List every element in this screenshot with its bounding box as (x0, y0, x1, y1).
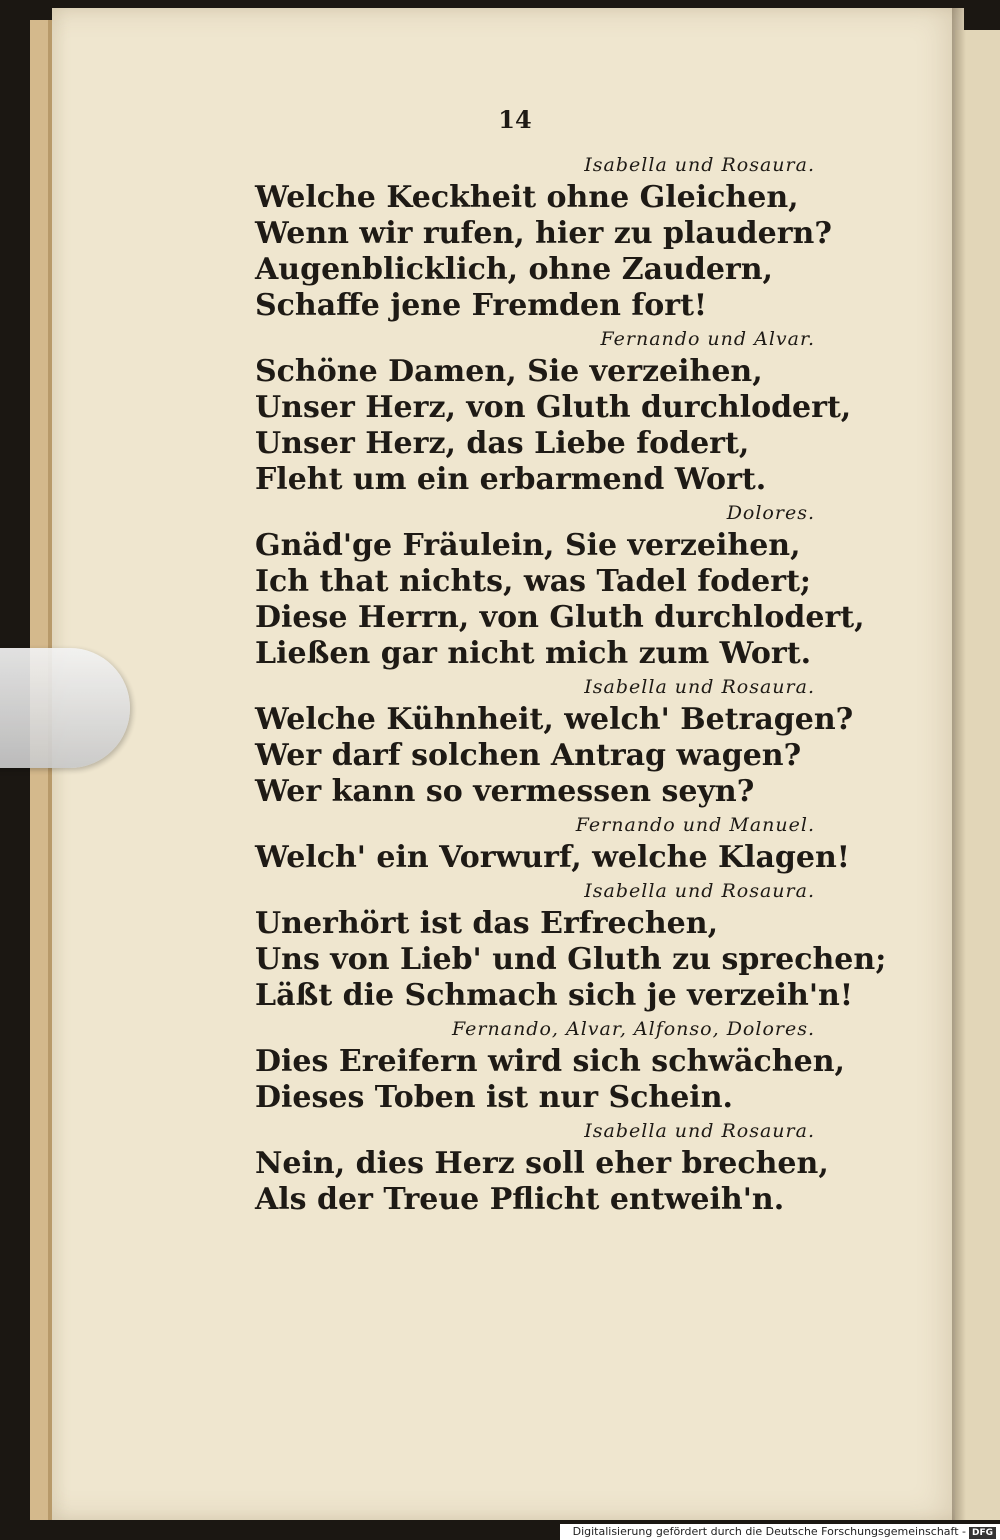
footer-text: Digitalisierung gefördert durch die Deutsche Forschungsgemeinschaft - (572, 1525, 966, 1538)
page-number: 14 (498, 105, 532, 134)
digitization-footer (560, 1524, 1000, 1540)
verse-list (255, 150, 887, 1218)
verse-line: Welche Keckheit ohne Gleichen, (255, 180, 799, 215)
verse-line: Uns von Lieb' und Gluth zu sprechen; (255, 942, 887, 977)
verse-line: Welch' ein Vorwurf, welche Klagen! (255, 840, 850, 875)
verse-line: Als der Treue Pflicht entweih'n. (255, 1182, 785, 1217)
verse-line: Wer darf solchen Antrag wagen? (255, 738, 802, 773)
verse-block (255, 810, 850, 876)
page-gutter-shadow (952, 8, 966, 1520)
speaker-heading: Isabella und Rosaura. (584, 880, 815, 902)
verse-line: Ließen gar nicht mich zum Wort. (255, 636, 812, 671)
verse-line: Unser Herz, von Gluth durchlodert, (255, 390, 852, 425)
speaker-heading: Isabella und Rosaura. (584, 1120, 815, 1142)
verse-line: Unerhört ist das Erfrechen, (255, 906, 719, 941)
verse-line: Fleht um ein erbarmend Wort. (255, 462, 767, 497)
page-text (255, 90, 887, 1218)
verse-line: Augenblicklich, ohne Zaudern, (255, 252, 773, 287)
speaker-heading: Fernando und Manuel. (575, 814, 815, 836)
speaker-heading: Fernando, Alvar, Alfonso, Dolores. (452, 1018, 815, 1040)
verse-line: Dieses Toben ist nur Schein. (255, 1080, 733, 1115)
verse-block (255, 1116, 829, 1218)
speaker-heading: Fernando und Alvar. (600, 328, 815, 350)
verse-block (255, 324, 852, 498)
verse-line: Wer kann so vermessen seyn? (255, 774, 755, 809)
verse-line: Wenn wir rufen, hier zu plaudern? (255, 216, 832, 251)
speaker-heading: Dolores. (726, 502, 815, 524)
verse-block (255, 876, 887, 1014)
verse-block (255, 150, 832, 324)
dfg-logo: DFG (969, 1527, 996, 1539)
speaker-heading: Isabella und Rosaura. (584, 676, 815, 698)
verse-line: Diese Herrn, von Gluth durchlodert, (255, 600, 865, 635)
verse-block (255, 1014, 845, 1116)
verse-line: Gnäd'ge Fräulein, Sie verzeihen, (255, 528, 801, 563)
page-clip (0, 648, 130, 768)
verse-line: Dies Ereifern wird sich schwächen, (255, 1044, 845, 1079)
verse-block (255, 498, 865, 672)
verse-line: Schöne Damen, Sie verzeihen, (255, 354, 763, 389)
verse-line: Ich that nichts, was Tadel fodert; (255, 564, 811, 599)
verse-line: Läßt die Schmach sich je verzeih'n! (255, 978, 853, 1013)
verse-line: Welche Kühnheit, welch' Betragen? (255, 702, 854, 737)
speaker-heading: Isabella und Rosaura. (584, 154, 815, 176)
verse-line: Schaffe jene Fremden fort! (255, 288, 708, 323)
verse-line: Unser Herz, das Liebe fodert, (255, 426, 750, 461)
verse-line: Nein, dies Herz soll eher brechen, (255, 1146, 829, 1181)
verse-block (255, 672, 854, 810)
